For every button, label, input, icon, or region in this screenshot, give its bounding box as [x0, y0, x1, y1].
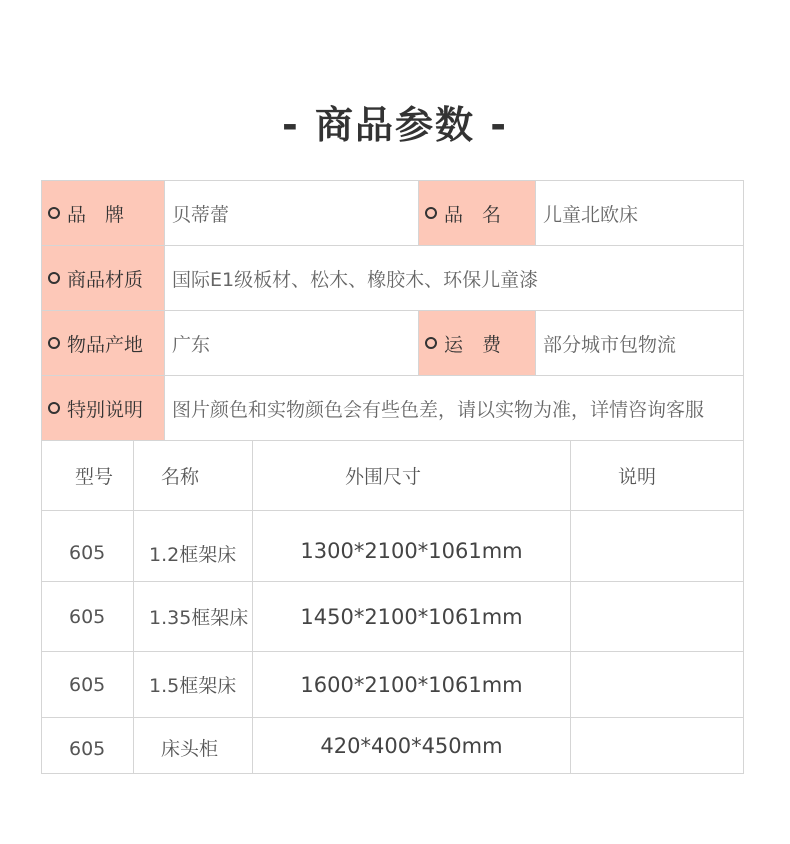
row-note — [571, 582, 744, 651]
row-note — [571, 652, 744, 717]
size-table — [41, 440, 744, 774]
params-row-brand — [42, 181, 744, 246]
params-row-note — [42, 376, 744, 441]
origin-label: 物品产地 — [67, 333, 144, 356]
circle-bullet-icon — [48, 402, 60, 414]
table-row — [42, 652, 744, 718]
circle-bullet-icon — [425, 207, 437, 219]
page-title: - 商品参数 - — [281, 103, 508, 147]
shipping-value: 部分城市包物流 — [536, 311, 744, 375]
circle-bullet-icon — [425, 337, 437, 349]
params-row-material — [42, 246, 744, 311]
row-size: 420*400*450mm — [253, 718, 571, 773]
row-name: 1.35框架床 — [134, 582, 253, 651]
note-label-cell — [42, 376, 165, 440]
note-label: 特别说明 — [67, 398, 144, 421]
shipping-label-cell — [419, 311, 536, 375]
header-name: 名称 — [134, 440, 253, 510]
row-size: 1300*2100*1061mm — [253, 511, 571, 581]
shipping-label: 运 费 — [444, 333, 502, 356]
header-model: 型号 — [42, 440, 134, 510]
table-row — [42, 511, 744, 582]
row-model: 605 — [42, 582, 134, 651]
name-label-cell — [419, 181, 536, 245]
material-label: 商品材质 — [67, 268, 144, 291]
row-model: 605 — [42, 718, 134, 773]
name-label: 品 名 — [444, 203, 502, 226]
origin-value: 广东 — [165, 311, 419, 375]
circle-bullet-icon — [48, 272, 60, 284]
row-size: 1450*2100*1061mm — [253, 582, 571, 651]
note-value: 图片颜色和实物颜色会有些色差，请以实物为准，详情咨询客服 — [165, 376, 744, 440]
row-note — [571, 718, 744, 773]
circle-bullet-icon — [48, 207, 60, 219]
params-row-origin — [42, 311, 744, 376]
row-model: 605 — [42, 652, 134, 717]
product-params-table — [41, 180, 744, 441]
origin-label-cell — [42, 311, 165, 375]
size-table-header — [42, 440, 744, 511]
row-model: 605 — [42, 511, 134, 581]
row-note — [571, 511, 744, 581]
row-name: 1.2框架床 — [134, 511, 253, 581]
table-row — [42, 718, 744, 774]
table-row — [42, 582, 744, 652]
brand-label-cell — [42, 181, 165, 245]
brand-label: 品 牌 — [67, 203, 125, 226]
row-name: 1.5框架床 — [134, 652, 253, 717]
row-size: 1600*2100*1061mm — [253, 652, 571, 717]
circle-bullet-icon — [48, 337, 60, 349]
brand-value: 贝蒂蕾 — [165, 181, 419, 245]
row-name: 床头柜 — [134, 718, 253, 773]
name-value: 儿童北欧床 — [536, 181, 744, 245]
header-size: 外围尺寸 — [253, 440, 571, 510]
material-label-cell — [42, 246, 165, 310]
material-value: 国际E1级板材、松木、橡胶木、环保儿童漆 — [165, 246, 744, 310]
header-note: 说明 — [571, 440, 744, 510]
